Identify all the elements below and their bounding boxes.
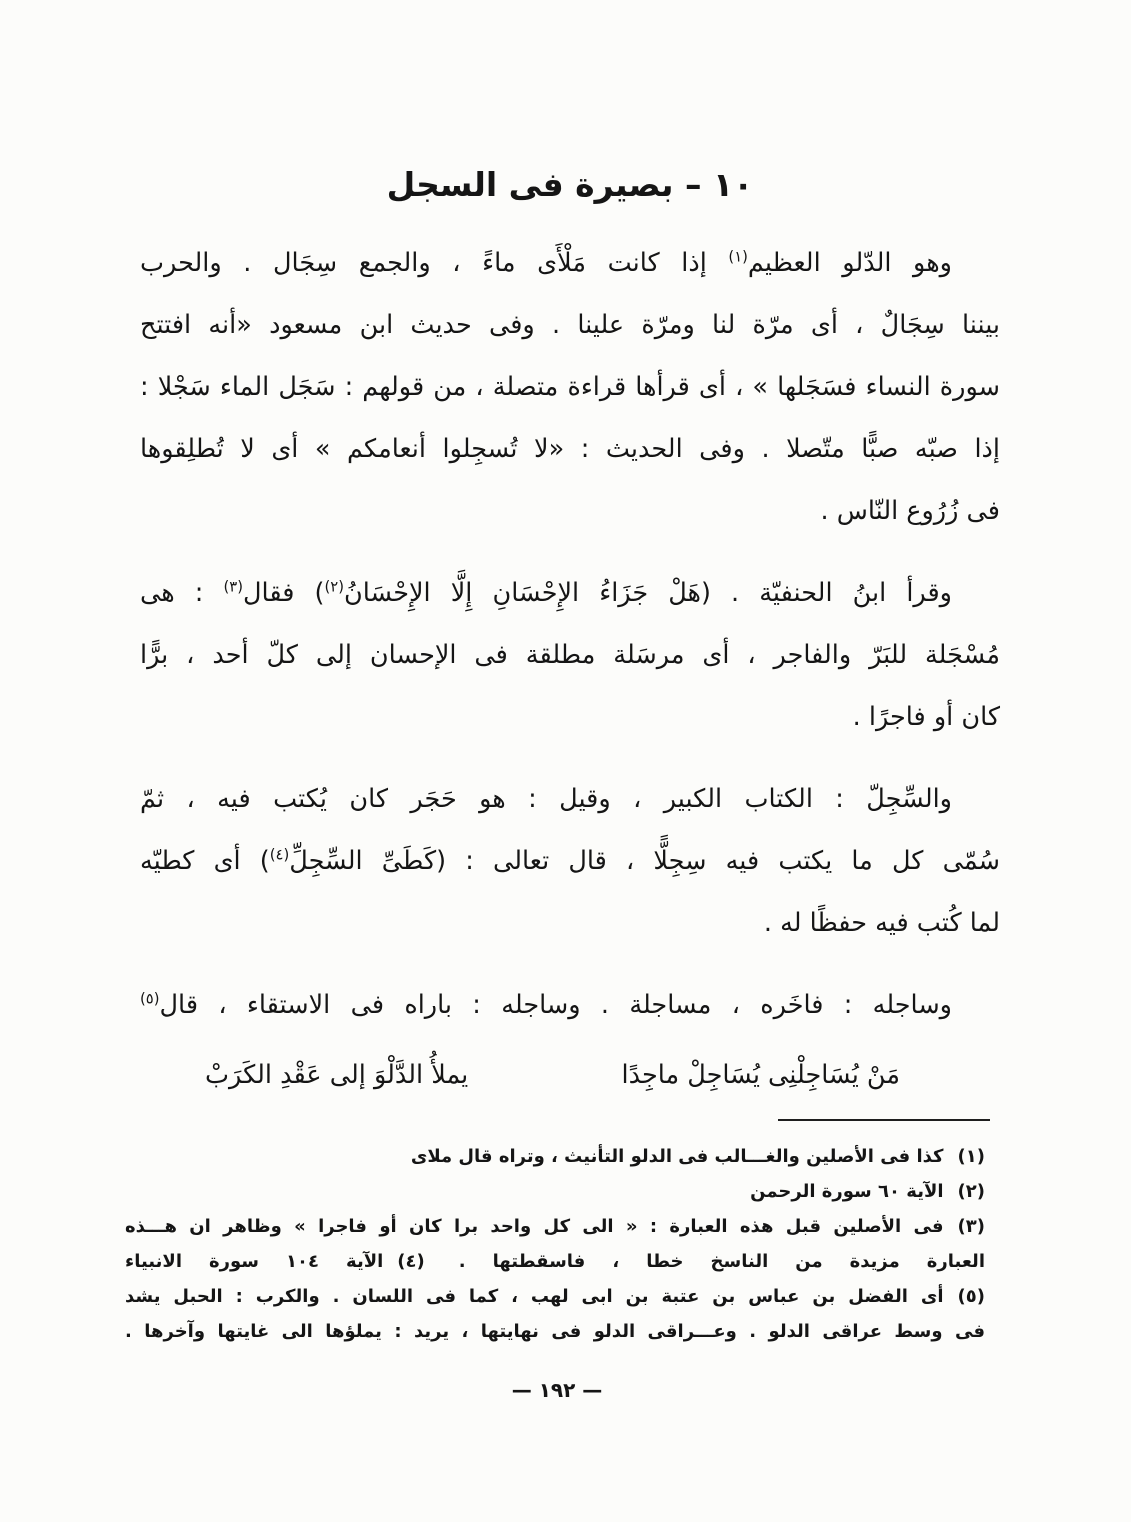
body-line [140, 974, 1000, 1036]
footnote-line [125, 1139, 985, 1174]
footnotes [125, 1139, 985, 1349]
footnote-number: (٣) [957, 1216, 985, 1237]
text-run: وهو الدّلو العظيم [747, 248, 952, 278]
text-run: ) فقال [243, 578, 325, 608]
footnote-number: (١) [957, 1146, 985, 1167]
footnote-marker: (٥) [140, 990, 160, 1008]
poetry-verse [205, 1044, 900, 1106]
footnote-separator [778, 1119, 990, 1121]
footnote-line [125, 1174, 985, 1209]
body-line [140, 686, 1000, 748]
footnote-marker: (١) [728, 248, 748, 266]
body-line [140, 294, 1000, 356]
body-line [140, 830, 1000, 892]
body-line [140, 418, 1000, 480]
footnote-number: (٢) [957, 1181, 985, 1202]
text-run: مُسْجَلة للبَرّ والفاجر ، أى مرسَلة مطلقة فى الإحسان إلى كلّ أحد ، برًّا [140, 640, 1000, 670]
text-run: كذا فى الأصلين والغـــالب فى الدلو التأنيث ، وتراه قال ملاى [410, 1146, 944, 1167]
footnote-line [125, 1279, 985, 1314]
footnote-marker: (٣) [223, 578, 244, 596]
body-line [140, 624, 1000, 686]
paragraph [140, 768, 1000, 954]
text-run: وقرأ ابنُ الحنفيّة . (هَلْ جَزَاءُ الإِحْسَانِ إِلَّا الإِحْسَانُ [344, 578, 952, 608]
text-run: والسِّجِلّ : الكتاب الكبير ، وقيل : هو حَجَر كان يُكتب فيه ، ثمّ [140, 784, 952, 814]
page-number: — ١٩٢ — [511, 1378, 603, 1402]
footnote-line [125, 1209, 985, 1244]
text-run: : هى [140, 578, 224, 608]
body-line [140, 562, 1000, 624]
paragraph [140, 232, 1000, 542]
verse-first-hemistich: مَنْ يُسَاجِلْنِى يُسَاجِلْ ماجِدًا [621, 1060, 900, 1090]
text-run: إذا صبّه صبًّا متّصلا . وفى الحديث : «لا تُسجِلوا أنعامكم » أى لا تُطلِقوها [140, 434, 1000, 464]
text-run: سورة النساء فسَجَلها » ، أى قرأها قراءة متصلة ، من قولهم : سَجَل الماء سَجْلا : [140, 372, 1000, 402]
text-run: الآية ٦٠ سورة الرحمن [750, 1181, 944, 1202]
text-run: فى الأصلين قبل هذه العبارة : « الى كل واحد برا كان أو فاجرا » وظاهر ان هـــذه [125, 1216, 944, 1237]
footnote-line [125, 1244, 985, 1279]
verse-second-hemistich: يملأُ الدَّلْوَ إلى عَقْدِ الكَرَبْ [205, 1060, 469, 1090]
footnote-number: (٥) [957, 1286, 985, 1307]
text-run: بيننا سِجَالٌ ، أى مرّة لنا ومرّة علينا . وفى حديث ابن مسعود «أنه افتتح [140, 310, 1000, 340]
text-run: أى الفضل بن عباس بن عتبة بن ابى لهب ، كما فى اللسان . والكرب : الحبل يشد [125, 1286, 944, 1307]
footnote-number: (٤) [397, 1251, 425, 1272]
text-run: لما كُتب فيه حفظًا له . [763, 908, 1000, 938]
text-run: فى وسط عراقى الدلو . وعـــراقى الدلو فى نهايتها ، يريد : يملؤها الى غايتها وآخرها . [125, 1321, 985, 1342]
body-line [140, 892, 1000, 954]
body-line [140, 232, 1000, 294]
body-line [140, 768, 1000, 830]
footnote-line [125, 1314, 985, 1349]
text-run: سُمّى كل ما يكتب فيه سِجِلًّا ، قال تعالى : (كَطَىِّ السِّجِلِّ [289, 846, 1000, 876]
text-run: الآية ١٠٤ سورة الانبياء [125, 1251, 384, 1272]
body-line [140, 356, 1000, 418]
footnote-marker: (٤) [269, 846, 290, 864]
paragraph [140, 562, 1000, 748]
text-run: وساجله : فاخَره ، مساجلة . وساجله : باراه فى الاستقاء ، قال [159, 990, 952, 1020]
footnote-marker: (٢) [324, 578, 344, 596]
text-run: إذا كانت مَلْأَى ماءً ، والجمع سِجَال . والحرب [140, 248, 729, 278]
text-run: فى زُرُوع النّاس . [820, 496, 1000, 526]
body-line [140, 480, 1000, 542]
text-run: ) أى كطيّه [140, 846, 270, 876]
paragraph [140, 974, 1000, 1036]
text-run: كان أو فاجرًا . [852, 702, 1000, 732]
body-text [140, 232, 1000, 1056]
text-run: العبارة مزيدة من الناسخ خطا ، فاسقطتها . [458, 1251, 985, 1272]
chapter-title: ١٠ – بصيرة فى السجل [386, 165, 754, 204]
